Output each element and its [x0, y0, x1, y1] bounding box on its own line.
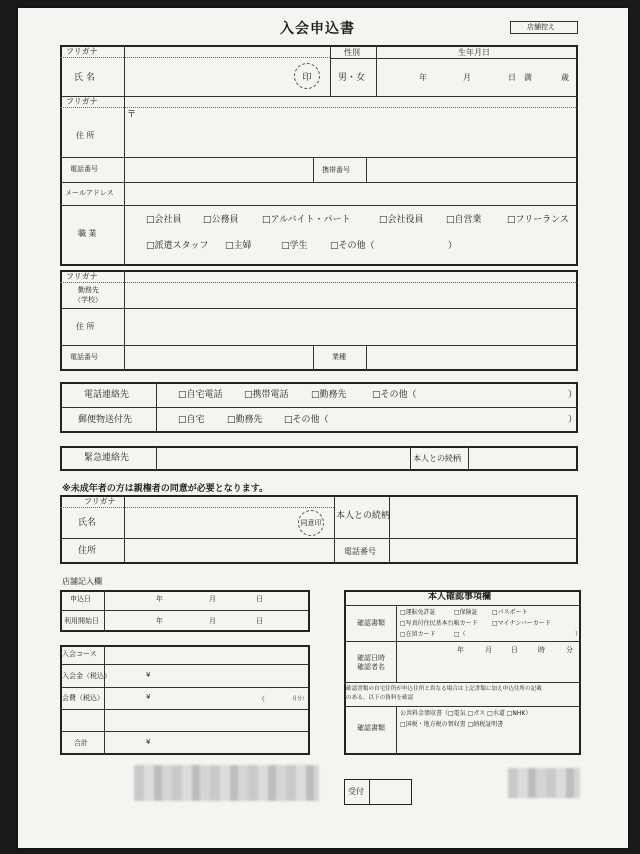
store-logo-redacted: [134, 765, 319, 801]
verification-doc-resident-card[interactable]: □写真付住民基本台帳カード: [400, 620, 478, 627]
verification-doc-insurance-card[interactable]: □保険証: [454, 609, 478, 616]
workplace-furigana-label: フリガナ: [66, 272, 98, 281]
guardian-address-field[interactable]: [126, 540, 332, 562]
membership-fee-yen: ¥: [146, 693, 151, 701]
verification-tax-receipt[interactable]: □国税・地方税の領収書 □納税証明書: [400, 721, 504, 728]
phone-contact-label: 電話連絡先: [84, 390, 130, 400]
occupation-option-part-time[interactable]: □アルバイト・パート: [262, 215, 351, 225]
total-label: 合計: [74, 739, 88, 747]
start-date-month: 月: [209, 617, 216, 625]
minor-consent-notice: ※未成年者の方は親権者の同意が必要となります。: [62, 484, 269, 494]
occupation-label: 職 業: [78, 229, 97, 238]
verification-doc-passport[interactable]: □パスポート: [492, 609, 528, 616]
verification-docs2-label: 確認書類: [357, 724, 385, 732]
form-title: 入会申込書: [280, 21, 355, 37]
guardian-phone-field[interactable]: [391, 540, 576, 562]
guardian-relation-label: 本人との続柄: [336, 511, 391, 521]
guardian-relation-field[interactable]: [391, 497, 576, 537]
phone-contact-home[interactable]: □自宅電話: [178, 390, 223, 400]
guardian-name-label: 氏名: [78, 518, 97, 528]
school-label: （学校）: [74, 296, 102, 304]
mobile-field[interactable]: [368, 159, 576, 181]
address-label: 住 所: [76, 131, 95, 140]
verification-minute: 分: [566, 646, 573, 654]
verification-hour: 時: [538, 646, 545, 654]
mail-to-close-paren: ）: [568, 415, 578, 425]
verification-utility-bill[interactable]: 公共料金領収書（□電気 □ガス □水道 □NHK）: [400, 710, 532, 717]
applicant-seal-circle[interactable]: [294, 63, 320, 89]
mail-to-home[interactable]: □自宅: [178, 415, 205, 425]
membership-per-month: 月分）: [292, 696, 308, 702]
guardian-phone-label: 電話番号: [344, 547, 376, 556]
birth-year-unit: 年: [419, 73, 427, 82]
workplace-phone-field[interactable]: [126, 347, 312, 369]
workplace-address-label: 住 所: [76, 322, 95, 331]
age-full-label: 満: [524, 73, 532, 82]
occupation-option-civil-servant[interactable]: □公務員: [203, 215, 239, 225]
applicant-name-field[interactable]: [126, 59, 296, 95]
verification-note-line2: のある、以下の資料を確認: [346, 695, 414, 701]
emergency-relation-label: 本人との続柄: [413, 454, 461, 463]
guardian-address-label: 住所: [78, 546, 97, 556]
applicant-furigana-label: フリガナ: [66, 47, 98, 56]
birth-day-unit: 日: [508, 73, 516, 82]
address-field[interactable]: [138, 109, 576, 155]
phone-field[interactable]: [126, 159, 312, 181]
store-section-heading: 店舗記入欄: [62, 577, 102, 586]
membership-fee-label: 会費（税込）: [62, 694, 104, 702]
start-date-label: 利用開始日: [64, 617, 99, 625]
copy-tag-label: 店舗控え: [527, 23, 555, 31]
start-date-year: 年: [156, 617, 163, 625]
occupation-option-self-employed[interactable]: □自営業: [446, 215, 482, 225]
email-label: メールアドレス: [65, 189, 114, 197]
membership-paren-open: （: [258, 695, 265, 703]
gender-options[interactable]: 男・女: [338, 73, 366, 83]
occupation-option-other[interactable]: □その他（: [330, 241, 375, 251]
verification-year: 年: [457, 646, 464, 654]
gender-label: 性別: [344, 48, 360, 57]
industry-field[interactable]: [368, 347, 576, 369]
workplace-label: 勤務先: [78, 286, 99, 294]
start-date-day: 日: [256, 617, 263, 625]
occupation-option-freelance[interactable]: □フリーランス: [507, 215, 569, 225]
verification-person-label: 確認者名: [357, 663, 385, 671]
applicant-furigana-field[interactable]: [126, 46, 329, 56]
postal-mark: 〒: [127, 110, 137, 120]
occupation-option-executive[interactable]: □会社役員: [379, 215, 424, 225]
verification-doc-mynumber-card[interactable]: □マイナンバーカード: [492, 620, 551, 627]
verification-docs-label: 確認書類: [357, 619, 385, 627]
occupation-option-student[interactable]: □学生: [281, 241, 308, 251]
guardian-consent-seal-circle[interactable]: [298, 510, 324, 536]
industry-label: 業種: [332, 353, 346, 361]
verification-doc-other-close-paren: ）: [575, 631, 582, 638]
application-date-day: 日: [256, 595, 263, 603]
application-date-month: 月: [209, 595, 216, 603]
verification-note-line1: 確認書類の自宅住所が申込住所と異なる場合は上記書類に加え申込住所の記載: [346, 686, 542, 692]
applicant-seal-label: 印: [302, 72, 312, 83]
verification-doc-other[interactable]: □（: [454, 631, 466, 638]
verification-datetime-label: 確認日時: [357, 654, 385, 662]
application-date-year: 年: [156, 595, 163, 603]
address-furigana-label: フリガナ: [66, 97, 98, 106]
age-unit: 歳: [561, 73, 569, 82]
emergency-contact-field[interactable]: [158, 448, 408, 469]
occupation-option-company-employee[interactable]: □会社員: [146, 215, 182, 225]
applicant-name-label: 氏 名: [74, 73, 95, 83]
phone-contact-mobile[interactable]: □携帯電話: [244, 390, 289, 400]
occupation-option-dispatch[interactable]: □派遣スタッフ: [146, 241, 209, 251]
birth-month-unit: 月: [463, 73, 471, 82]
phone-contact-work[interactable]: □勤務先: [311, 390, 347, 400]
emergency-contact-label: 緊急連絡先: [84, 453, 130, 463]
phone-label: 電話番号: [70, 165, 98, 173]
application-date-label: 申込日: [70, 595, 91, 603]
verification-month: 月: [485, 646, 492, 654]
mail-to-other[interactable]: □その他（: [284, 415, 329, 425]
mobile-label: 携帯番号: [322, 166, 350, 174]
birthdate-label: 生年月日: [458, 48, 490, 57]
guardian-furigana-label: フリガナ: [84, 497, 116, 506]
phone-contact-close-paren: ）: [568, 390, 578, 400]
application-form-sheet: [18, 8, 628, 848]
verification-heading: 本人確認事項欄: [428, 592, 492, 602]
email-field[interactable]: [126, 184, 576, 204]
occupation-option-homemaker[interactable]: □主婦: [225, 241, 252, 251]
guardian-name-field[interactable]: [126, 509, 294, 537]
guardian-consent-seal-label: 同意印: [300, 519, 322, 527]
verification-doc-residence-card[interactable]: □在留カード: [400, 631, 436, 638]
verification-day: 日: [511, 646, 518, 654]
course-label: 入会コース: [62, 650, 97, 658]
received-stamp-field[interactable]: [371, 780, 411, 804]
workplace-address-field[interactable]: [126, 310, 576, 344]
workplace-phone-label: 電話番号: [70, 353, 98, 361]
phone-contact-other[interactable]: □その他（: [372, 390, 417, 400]
workplace-name-field[interactable]: [126, 284, 576, 307]
mail-to-label: 郵便物送付先: [78, 415, 133, 425]
mail-to-work[interactable]: □勤務先: [227, 415, 263, 425]
verification-doc-drivers-license[interactable]: □運転免許証: [400, 609, 436, 616]
entry-fee-label: 入会金（税込）: [62, 672, 111, 680]
emergency-relation-field[interactable]: [470, 448, 576, 469]
entry-fee-yen: ¥: [146, 671, 151, 679]
total-yen: ¥: [146, 738, 151, 746]
store-date-box: [60, 590, 310, 632]
received-label: 受付: [348, 787, 364, 796]
occupation-other-close-paren: ）: [448, 241, 458, 251]
form-code-redacted: [508, 768, 580, 798]
